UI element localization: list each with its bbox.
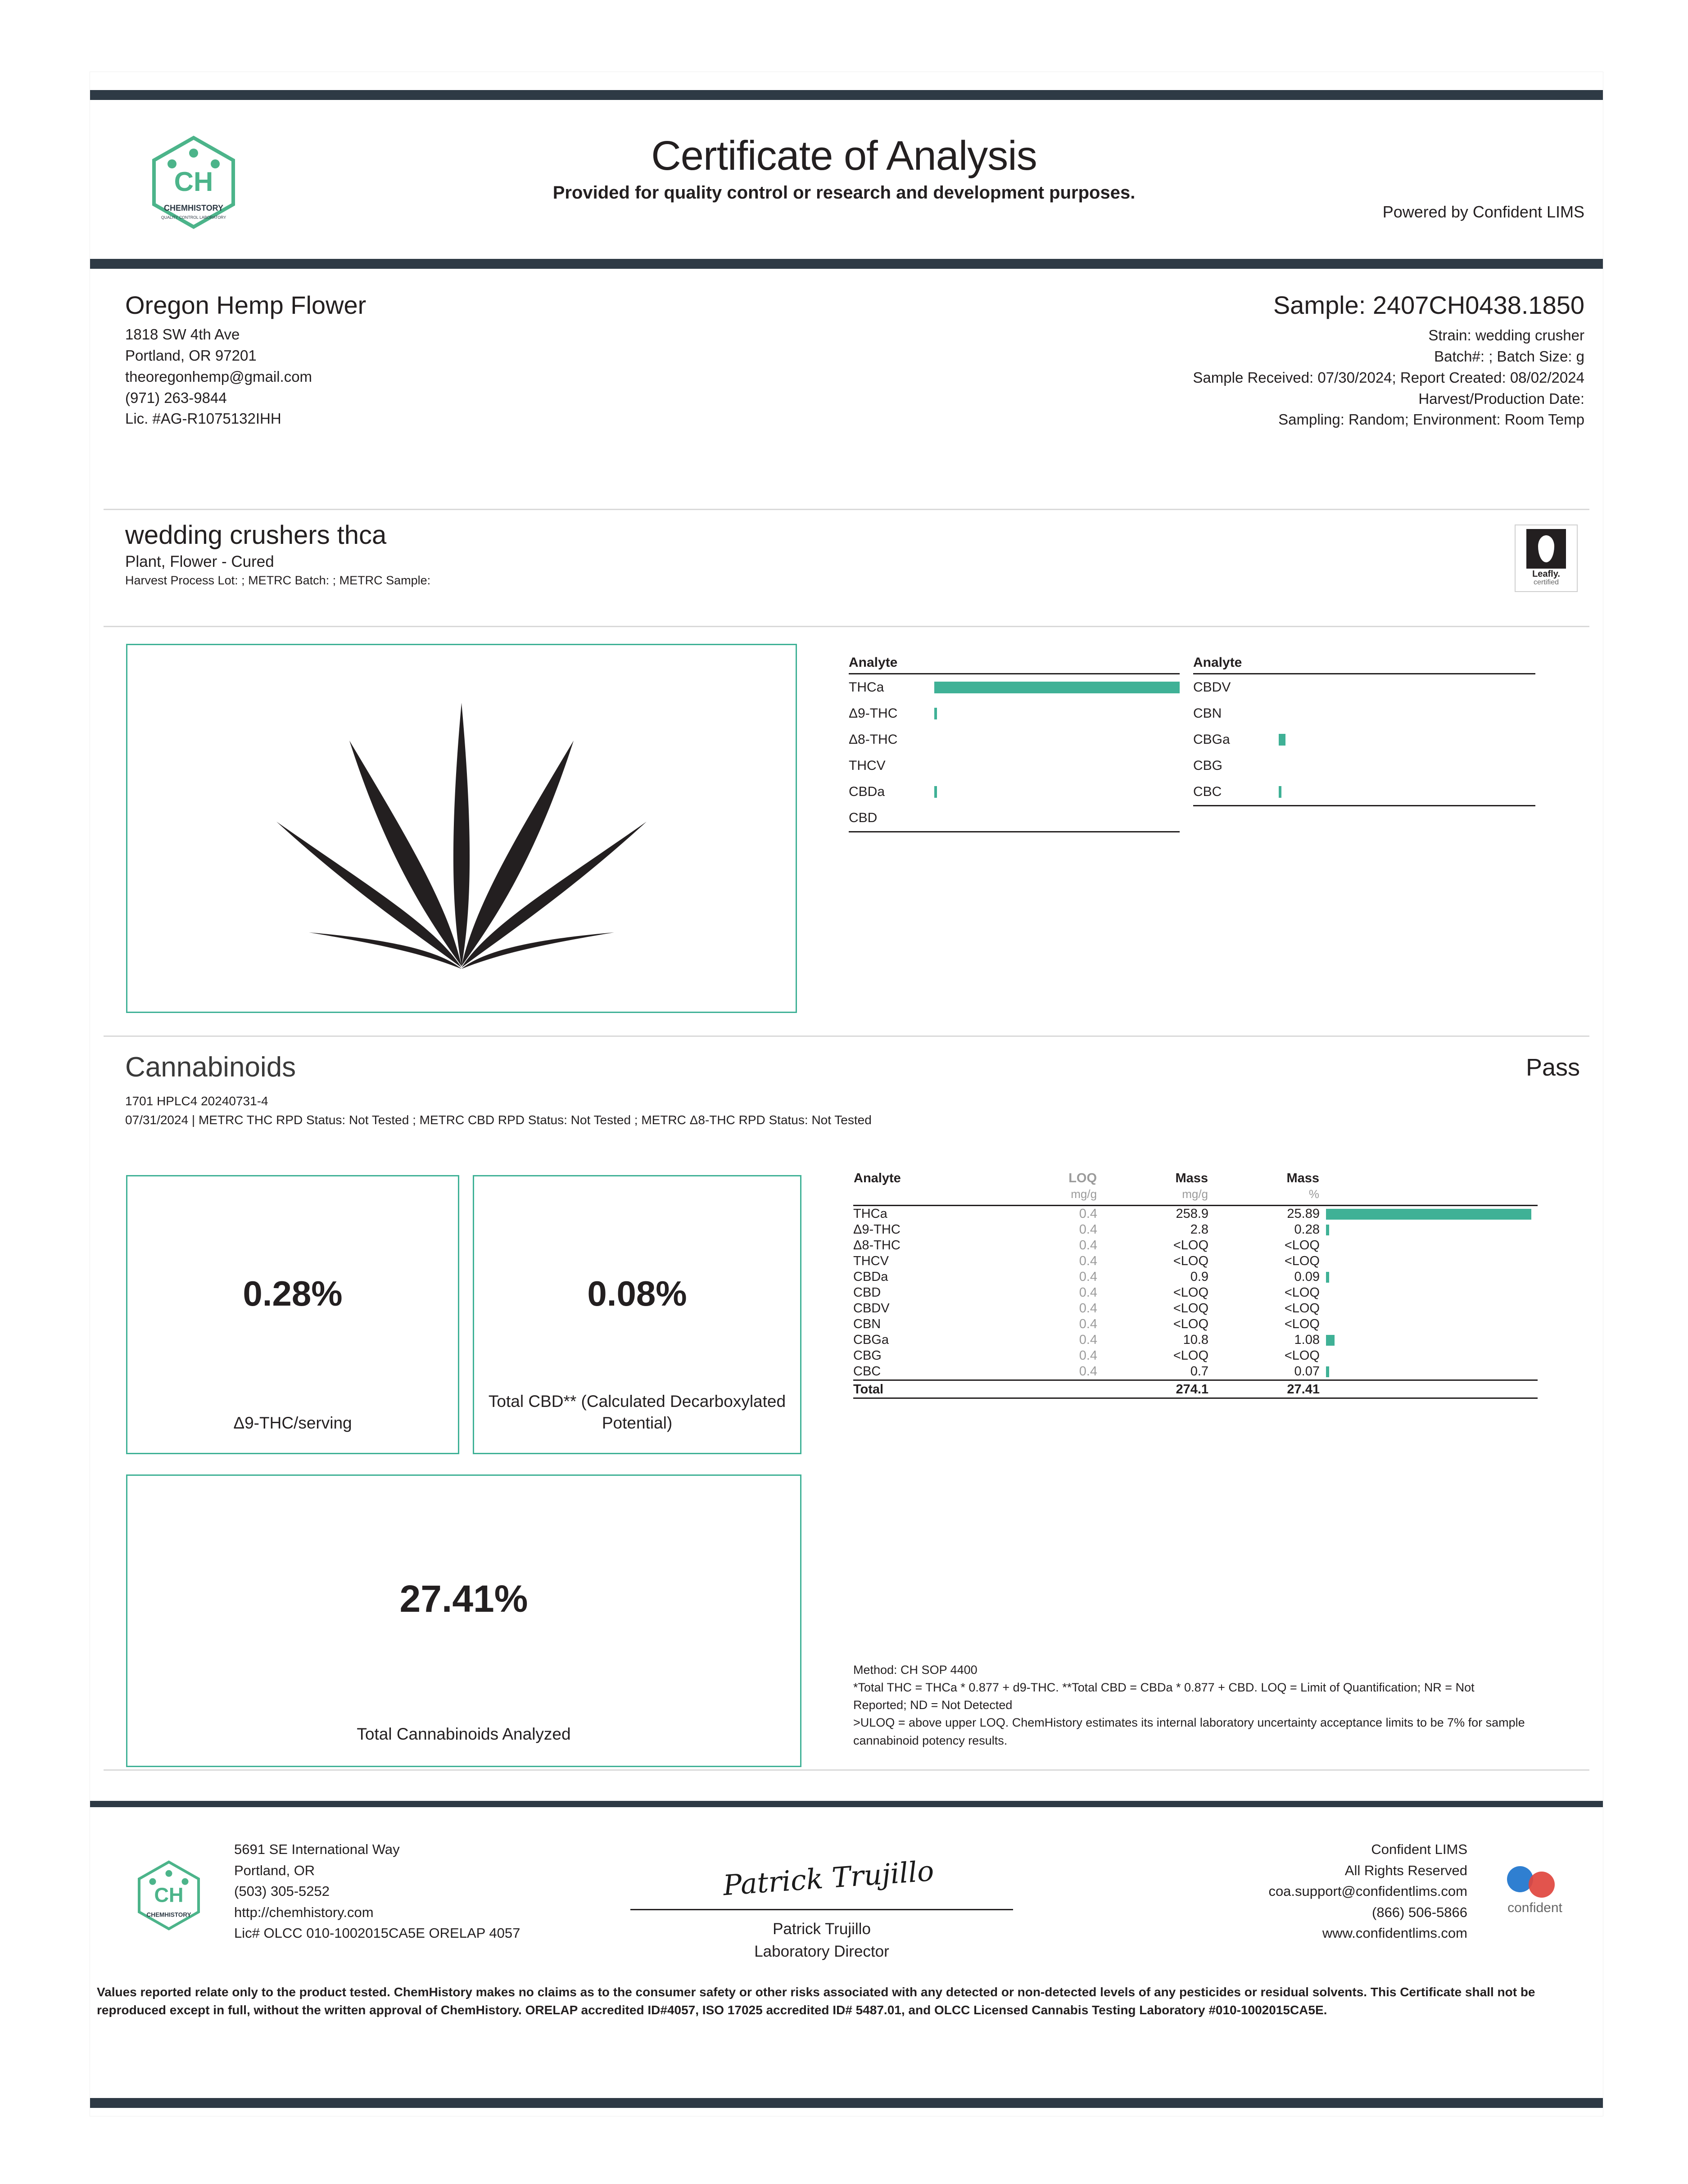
cell-total-mass-pct: 27.41 bbox=[1208, 1380, 1320, 1398]
mini-analyte-name: Δ8-THC bbox=[849, 732, 898, 747]
cannabinoids-meta bbox=[125, 1092, 872, 1130]
table-row bbox=[853, 1269, 1538, 1285]
mini-chart-row bbox=[849, 674, 1180, 701]
result-bar bbox=[1326, 1225, 1329, 1235]
mini-chart-header-left bbox=[849, 655, 1180, 674]
mini-analyte-name: CBD bbox=[849, 810, 878, 825]
table-total-row bbox=[853, 1380, 1538, 1398]
signature-line bbox=[630, 1909, 1013, 1910]
stat-value: 0.28% bbox=[243, 1274, 343, 1313]
mini-chart-bottom-rule bbox=[849, 831, 1180, 832]
cell-mass-mg: 258.9 bbox=[1176, 1207, 1209, 1221]
result-bar bbox=[1326, 1335, 1335, 1346]
cell-bar bbox=[1320, 1285, 1538, 1301]
cannabinoids-meta-line-2: 07/31/2024 | METRC THC RPD Status: Not Tested ; METRC CBD RPD Status: Not Tested ; METRC Δ8-THC RPD Status: Not Tested bbox=[125, 1113, 872, 1127]
table-row bbox=[853, 1285, 1538, 1301]
client-license: Lic. #AG-R1075132IHH bbox=[125, 410, 281, 427]
cell-total-bar bbox=[1320, 1380, 1538, 1398]
col-mass-mg: Mass bbox=[1175, 1171, 1208, 1185]
table-row bbox=[853, 1364, 1538, 1380]
chemhistory-logo-icon bbox=[149, 135, 239, 230]
stat-value: 0.08% bbox=[587, 1274, 687, 1313]
client-address-1: 1818 SW 4th Ave bbox=[125, 326, 240, 343]
cell-analyte: CBC bbox=[853, 1364, 881, 1379]
mini-chart-left bbox=[849, 655, 1180, 832]
cell-bar bbox=[1320, 1364, 1538, 1380]
leafly-badge-sub: certified bbox=[1533, 579, 1559, 586]
cell-loq: 0.4 bbox=[1079, 1317, 1098, 1331]
mini-analyte-name: CBDV bbox=[1193, 680, 1231, 695]
cell-mass-pct: <LOQ bbox=[1284, 1301, 1320, 1316]
cell-loq: 0.4 bbox=[1079, 1301, 1098, 1316]
status-badge: Pass bbox=[1525, 1054, 1580, 1081]
mini-chart-bottom-rule bbox=[1193, 805, 1535, 806]
lab-address-2: Portland, OR bbox=[234, 1862, 315, 1878]
mini-bar-track bbox=[1279, 786, 1535, 798]
header-rule bbox=[90, 259, 1603, 269]
leafly-badge-title: Leafly. bbox=[1532, 569, 1560, 579]
client-name: Oregon Hemp Flower bbox=[125, 291, 367, 319]
svg-text:QUALITY CONTROL LABORATORY: QUALITY CONTROL LABORATORY bbox=[161, 215, 226, 220]
mini-chart-row bbox=[849, 805, 1180, 831]
sample-batch: Batch#: ; Batch Size: g bbox=[1434, 348, 1584, 365]
cell-bar bbox=[1320, 1222, 1538, 1238]
table-row bbox=[853, 1206, 1538, 1222]
cell-mass-mg: <LOQ bbox=[1173, 1317, 1209, 1331]
cell-mass-pct: <LOQ bbox=[1284, 1348, 1320, 1363]
cell-bar bbox=[1320, 1206, 1538, 1222]
mini-chart-row bbox=[1193, 727, 1535, 753]
page-title: Certificate of Analysis bbox=[651, 133, 1037, 179]
cell-analyte: CBDV bbox=[853, 1301, 890, 1316]
mini-bar-track bbox=[934, 708, 1180, 719]
leafly-certified-badge bbox=[1515, 525, 1578, 592]
cell-mass-mg: 2.8 bbox=[1190, 1222, 1209, 1237]
confident-wordmark: confident bbox=[1507, 1900, 1562, 1915]
cell-analyte: CBD bbox=[853, 1285, 881, 1300]
mini-bar-track bbox=[934, 760, 1180, 772]
cell-loq: 0.4 bbox=[1079, 1333, 1098, 1347]
cell-mass-mg: <LOQ bbox=[1173, 1285, 1209, 1300]
stat-label: Total Cannabinoids Analyzed bbox=[357, 1724, 571, 1743]
lab-address-1: 5691 SE International Way bbox=[234, 1841, 400, 1857]
mini-analyte-name: Δ9-THC bbox=[849, 706, 898, 721]
svg-text:CHEMHISTORY: CHEMHISTORY bbox=[146, 1911, 191, 1918]
mini-chart-row bbox=[1193, 779, 1535, 805]
page-subtitle: Provided for quality control or research and development purposes. bbox=[552, 183, 1136, 203]
stat-label: Δ9-THC/serving bbox=[233, 1413, 352, 1432]
cell-mass-pct: <LOQ bbox=[1284, 1285, 1320, 1300]
cell-mass-pct: 0.07 bbox=[1294, 1364, 1320, 1379]
mini-bar-track bbox=[934, 734, 1180, 746]
table-row bbox=[853, 1253, 1538, 1269]
svg-text:CH: CH bbox=[154, 1883, 184, 1907]
mini-chart-right bbox=[1193, 655, 1535, 806]
cell-loq: 0.4 bbox=[1079, 1270, 1098, 1284]
confident-dots bbox=[1485, 1866, 1584, 1899]
cell-analyte: THCa bbox=[853, 1207, 887, 1221]
unit-mass-pct: % bbox=[1308, 1187, 1319, 1201]
table-row bbox=[853, 1301, 1538, 1316]
cell-mass-mg: <LOQ bbox=[1173, 1301, 1209, 1316]
mini-bar bbox=[934, 682, 1180, 693]
cell-bar bbox=[1320, 1269, 1538, 1285]
lims-email[interactable]: coa.support@confidentlims.com bbox=[1268, 1883, 1467, 1899]
lab-contact-info bbox=[234, 1839, 520, 1944]
cell-mass-mg: 0.9 bbox=[1190, 1270, 1209, 1284]
cell-mass-mg: <LOQ bbox=[1173, 1254, 1209, 1268]
sample-strain: Strain: wedding crusher bbox=[1428, 327, 1584, 344]
unit-analyte bbox=[853, 1187, 1005, 1203]
mini-analyte-name: CBN bbox=[1193, 706, 1222, 721]
cell-loq: 0.4 bbox=[1079, 1254, 1098, 1268]
mini-bar-track bbox=[934, 682, 1180, 693]
mini-analyte-name: THCV bbox=[849, 758, 886, 773]
method-line-3: >ULOQ = above upper LOQ. ChemHistory estimates its internal laboratory uncertainty acceptance limits to be 7% for sample cannabinoid potency results. bbox=[853, 1716, 1525, 1747]
mini-analyte-name: THCa bbox=[849, 680, 884, 695]
cell-analyte: CBN bbox=[853, 1317, 881, 1331]
footer-rule bbox=[90, 1801, 1603, 1807]
cell-mass-pct: 0.28 bbox=[1294, 1222, 1320, 1237]
product-lot: Harvest Process Lot: ; METRC Batch: ; METRC Sample: bbox=[125, 574, 431, 587]
mini-bar-track bbox=[934, 786, 1180, 798]
mini-bar-track bbox=[1279, 760, 1535, 772]
method-notes bbox=[853, 1661, 1529, 1750]
product-info bbox=[125, 520, 430, 588]
cannabinoid-results-table bbox=[853, 1171, 1538, 1401]
product-type: Plant, Flower - Cured bbox=[125, 553, 274, 570]
sample-sampling: Sampling: Random; Environment: Room Temp bbox=[1278, 411, 1584, 428]
confident-logo-icon bbox=[1485, 1866, 1584, 1916]
table-row bbox=[853, 1316, 1538, 1332]
cell-mass-mg: <LOQ bbox=[1173, 1238, 1209, 1253]
cell-analyte: CBDa bbox=[853, 1270, 888, 1284]
mini-analyte-name: CBDa bbox=[849, 784, 885, 799]
mini-bar bbox=[1279, 786, 1281, 798]
signer-role: Laboratory Director bbox=[754, 1943, 889, 1960]
cell-analyte: THCV bbox=[853, 1254, 889, 1268]
method-line-2: *Total THC = THCa * 0.877 + d9-THC. **Total CBD = CBDa * 0.877 + CBD. LOQ = Limit of Quantification; NR = Not Reported; ND = Not Detected bbox=[853, 1681, 1475, 1712]
mini-bar bbox=[934, 786, 937, 798]
result-bar bbox=[1326, 1272, 1329, 1283]
mini-chart-row bbox=[849, 701, 1180, 727]
client-address-2: Portland, OR 97201 bbox=[125, 347, 257, 364]
stat-card-total-cbd bbox=[473, 1175, 801, 1454]
sample-id: Sample: 2407CH0438.1850 bbox=[1273, 291, 1584, 319]
method-line-1: Method: CH SOP 4400 bbox=[853, 1663, 978, 1677]
sample-received: Sample Received: 07/30/2024; Report Created: 08/02/2024 bbox=[1193, 369, 1584, 386]
cell-bar bbox=[1320, 1253, 1538, 1269]
cell-mass-pct: 0.09 bbox=[1294, 1270, 1320, 1284]
cell-total-loq bbox=[1005, 1380, 1097, 1398]
sample-harvest-date: Harvest/Production Date: bbox=[1418, 390, 1584, 407]
result-bar bbox=[1326, 1209, 1531, 1220]
cell-analyte: Δ9-THC bbox=[853, 1222, 901, 1237]
leafly-leaf-icon bbox=[1526, 529, 1566, 569]
cell-mass-mg: 0.7 bbox=[1190, 1364, 1209, 1379]
cell-total-label: Total bbox=[853, 1380, 1005, 1398]
cell-mass-mg: 10.8 bbox=[1183, 1333, 1209, 1347]
confident-dot-red bbox=[1529, 1872, 1555, 1898]
unit-bar bbox=[1320, 1187, 1538, 1203]
signature-image: Patrick Trujillo bbox=[722, 1854, 935, 1902]
mini-chart-header-label: Analyte bbox=[1193, 655, 1242, 670]
mini-analyte-name: CBGa bbox=[1193, 732, 1230, 747]
cell-mass-pct: 25.89 bbox=[1287, 1207, 1320, 1221]
divider-3 bbox=[104, 1035, 1589, 1037]
table-row bbox=[853, 1238, 1538, 1253]
cell-analyte: CBG bbox=[853, 1348, 882, 1363]
client-email: theoregonhemp@gmail.com bbox=[125, 368, 312, 385]
cell-mass-pct: <LOQ bbox=[1284, 1317, 1320, 1331]
client-phone: (971) 263-9844 bbox=[125, 389, 227, 406]
mini-chart-row bbox=[849, 753, 1180, 779]
mini-analyte-name: CBC bbox=[1193, 784, 1222, 799]
cell-loq: 0.4 bbox=[1079, 1222, 1098, 1237]
col-loq: LOQ bbox=[1068, 1171, 1097, 1185]
mini-chart-header-label: Analyte bbox=[849, 655, 898, 670]
signer-name: Patrick Trujillo bbox=[773, 1920, 871, 1938]
cell-total-mass-mg: 274.1 bbox=[1097, 1380, 1208, 1398]
lims-contact-info bbox=[1062, 1839, 1467, 1944]
col-analyte: Analyte bbox=[854, 1171, 901, 1185]
mini-chart-header-right bbox=[1193, 655, 1535, 674]
cell-bar bbox=[1320, 1301, 1538, 1316]
cell-loq: 0.4 bbox=[1079, 1285, 1098, 1300]
cell-mass-pct: <LOQ bbox=[1284, 1238, 1320, 1253]
mini-bar bbox=[1279, 734, 1285, 746]
lims-website[interactable]: www.confidentlims.com bbox=[1322, 1925, 1467, 1941]
unit-mass-mg: mg/g bbox=[1182, 1187, 1208, 1201]
cell-bar bbox=[1320, 1238, 1538, 1253]
mini-chart-row bbox=[1193, 753, 1535, 779]
col-bar bbox=[1320, 1171, 1538, 1187]
lab-license: Lic# OLCC 010-1002015CA5E ORELAP 4057 bbox=[234, 1925, 520, 1941]
divider-2 bbox=[104, 626, 1589, 627]
sample-info bbox=[684, 290, 1584, 430]
sample-image bbox=[126, 644, 797, 1013]
cell-bar bbox=[1320, 1332, 1538, 1348]
cell-analyte: Δ8-THC bbox=[853, 1238, 901, 1253]
lims-phone: (866) 506-5866 bbox=[1372, 1904, 1467, 1920]
lab-phone: (503) 305-5252 bbox=[234, 1883, 330, 1899]
svg-text:CHEMHISTORY: CHEMHISTORY bbox=[163, 203, 224, 213]
section-title-cannabinoids: Cannabinoids bbox=[125, 1052, 296, 1083]
mini-chart-row bbox=[1193, 674, 1535, 701]
cell-bar bbox=[1320, 1348, 1538, 1364]
table-row bbox=[853, 1332, 1538, 1348]
cell-mass-mg: <LOQ bbox=[1173, 1348, 1209, 1363]
lims-rights: All Rights Reserved bbox=[1344, 1862, 1467, 1878]
mini-bar-track bbox=[934, 812, 1180, 824]
cell-mass-pct: 1.08 bbox=[1294, 1333, 1320, 1347]
cannabinoids-meta-line-1: 1701 HPLC4 20240731-4 bbox=[125, 1094, 268, 1108]
cell-mass-pct: <LOQ bbox=[1284, 1254, 1320, 1268]
mini-chart-row bbox=[1193, 701, 1535, 727]
lab-website[interactable]: http://chemhistory.com bbox=[234, 1904, 374, 1920]
divider-4 bbox=[104, 1769, 1589, 1771]
mini-chart-row bbox=[849, 779, 1180, 805]
mini-analyte-name: CBG bbox=[1193, 758, 1223, 773]
result-bar bbox=[1326, 1366, 1329, 1377]
mini-bar-track bbox=[1279, 708, 1535, 719]
cell-analyte: CBGa bbox=[853, 1333, 889, 1347]
cell-loq: 0.4 bbox=[1079, 1238, 1098, 1253]
col-mass-pct: Mass bbox=[1286, 1171, 1319, 1185]
table-row bbox=[853, 1348, 1538, 1364]
mini-bar bbox=[934, 708, 937, 719]
cell-loq: 0.4 bbox=[1079, 1207, 1098, 1221]
mini-bar-track bbox=[1279, 682, 1535, 693]
cell-bar bbox=[1320, 1316, 1538, 1332]
stat-label: Total CBD** (Calculated Decarboxylated Potential) bbox=[488, 1392, 786, 1432]
powered-by-label: Powered by Confident LIMS bbox=[1382, 203, 1584, 221]
stat-value: 27.41% bbox=[399, 1578, 528, 1620]
table-bottom-rule bbox=[853, 1398, 1538, 1401]
unit-loq: mg/g bbox=[1071, 1187, 1097, 1201]
mini-bar-track bbox=[1279, 734, 1535, 746]
cell-loq: 0.4 bbox=[1079, 1348, 1098, 1363]
footer-chemhistory-logo-icon bbox=[135, 1859, 203, 1931]
table-header-row bbox=[853, 1171, 1538, 1187]
table-row bbox=[853, 1222, 1538, 1238]
bottom-rule bbox=[90, 2098, 1603, 2108]
divider-1 bbox=[104, 509, 1589, 510]
svg-text:CH: CH bbox=[174, 167, 213, 197]
top-rule bbox=[90, 90, 1603, 100]
cannabis-leaf-icon bbox=[225, 675, 698, 981]
product-name: wedding crushers thca bbox=[125, 520, 387, 550]
mini-chart-row bbox=[849, 727, 1180, 753]
disclaimer-text: Values reported relate only to the product tested. ChemHistory makes no claims as to the consumer safety or other risks associated with any detected or non-detected levels of any pesticides or residual solvents. This Certificate shall not be reproduced except in full, without the written approval of ChemHistory. ORELAP accredited ID#4057, ISO 17025 accredited ID# 5487.01, and OLCC Licensed Cannabis Testing Laboratory #010-1002015CA5E. bbox=[97, 1985, 1535, 2017]
stat-card-thc-serving bbox=[126, 1175, 459, 1454]
cell-loq: 0.4 bbox=[1079, 1364, 1098, 1379]
lims-name: Confident LIMS bbox=[1371, 1841, 1467, 1857]
stat-card-total-cannabinoids bbox=[126, 1474, 801, 1767]
table-units-row bbox=[853, 1187, 1538, 1203]
